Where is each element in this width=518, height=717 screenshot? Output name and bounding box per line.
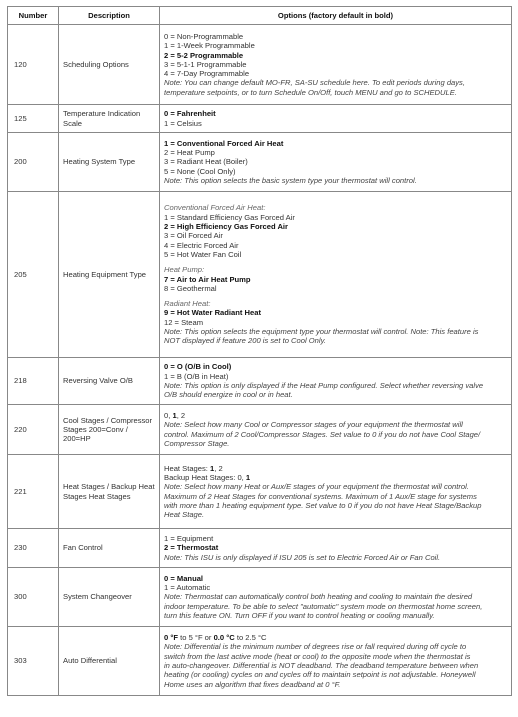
note-line: Note: This option is only displayed if the Heat Pump configured. Select whether reversing valve — [164, 381, 484, 390]
option-line — [164, 411, 507, 420]
row-options — [160, 405, 512, 455]
number-header: Number — [8, 7, 59, 25]
row-options — [160, 627, 512, 696]
option-line — [164, 633, 507, 642]
row-description: Heating System Type — [59, 133, 160, 192]
group-heading: Radiant Heat: — [164, 299, 211, 309]
note-line: temperature setpoints, or to turn Schedule On/Off, touch MENU and go to SCHEDULE. — [164, 87, 457, 97]
row-description: Scheduling Options — [59, 25, 160, 105]
option-line-default: 2 = Thermostat — [164, 543, 219, 553]
option-line-default: 2 = 5-2 Programmable — [164, 50, 244, 60]
note-line: Heat Stage. — [164, 510, 205, 520]
note-line: Note: This option selects the equipment type your thermostat will control. Note: This feature is — [164, 326, 479, 336]
note-line: Note: Select how many Heat or Aux/E stages of your equipment the thermostat will control. — [164, 482, 469, 492]
row-options — [160, 455, 512, 529]
row-description: Cool Stages / Compressor Stages 200=Conv / 200=HP — [59, 405, 160, 455]
note-line: Note: Differential is the minimum number of degrees rise or fall required during off cycle to — [164, 642, 467, 652]
option-line: 4 = 7-Day Programmable — [164, 69, 250, 79]
option-line: 3 = Oil Forced Air — [164, 231, 223, 241]
option-line: 1 = 1-Week Programmable — [164, 41, 255, 51]
option-line: 5 = Hot Water Fan Coil — [164, 249, 242, 259]
row-number: 205 — [8, 192, 59, 358]
option-text: to 5 °F or — [178, 633, 214, 643]
description-header: Description — [59, 7, 160, 25]
option-line: 1 = Automatic — [164, 583, 211, 593]
row-number: 220 — [8, 405, 59, 455]
option-text: to 2.5 °C — [234, 633, 267, 643]
note-line: NOT displayed if feature 200 is set to Cool Only. — [164, 336, 326, 346]
row-number: 303 — [8, 627, 59, 696]
option-line: 4 = Electric Forced Air — [164, 240, 239, 250]
table-row — [8, 405, 512, 455]
option-line: 5 = None (Cool Only) — [164, 166, 236, 176]
row-number: 125 — [8, 105, 59, 133]
group-heading: Conventional Forced Air Heat: — [164, 203, 266, 213]
note-line: turn this feature ON. Turn OFF if you want to control heating or cooling manually. — [164, 610, 435, 620]
option-default: 0.0 °C — [213, 633, 235, 643]
table-row — [8, 529, 512, 568]
table-row — [8, 455, 512, 529]
option-text: , 2 — [176, 410, 186, 420]
row-description: Reversing Valve O/B — [59, 358, 160, 405]
note-line: in auto-changeover. Differential is NOT deadband. The deadband temperature between when — [164, 661, 479, 670]
option-line: 3 = Radiant Heat (Boiler) — [164, 157, 248, 167]
row-number: 218 — [8, 358, 59, 405]
option-line: 12 = Steam — [164, 317, 204, 327]
row-options — [160, 192, 512, 358]
option-line-default: 0 = Fahrenheit — [164, 109, 216, 119]
option-line: 0 = Non-Programmable — [164, 31, 244, 41]
row-options — [160, 105, 512, 133]
table-row — [8, 105, 512, 133]
note-line: Compressor Stage. — [164, 438, 230, 448]
option-line: 1 = B (O/B in Heat) — [164, 371, 229, 381]
option-text: 0, — [164, 410, 173, 420]
group-heading: Heat Pump: — [164, 265, 205, 275]
table-row — [8, 192, 512, 358]
table-row — [8, 25, 512, 105]
installer-setup-table — [7, 6, 512, 696]
option-line-default: 1 = Conventional Forced Air Heat — [164, 138, 284, 148]
row-description: Heating Equipment Type — [59, 192, 160, 358]
row-number: 120 — [8, 25, 59, 105]
option-text: , 2 — [214, 463, 223, 473]
options-header: Options (factory default in bold) — [160, 7, 512, 25]
note-line: Maximum of 2 Heat Stages for conventional systems. Maximum of 1 Aux/E stage for systems — [164, 491, 477, 501]
header-row — [8, 7, 512, 25]
row-description: System Changeover — [59, 568, 160, 627]
note-line: Home uses an algorithm that fixes deadband at 0 °F. — [164, 679, 341, 689]
row-number: 221 — [8, 455, 59, 529]
note-line: Note: This option selects the basic system type your thermostat will control. — [164, 175, 417, 185]
row-options — [160, 358, 512, 405]
option-default: 1 — [245, 472, 251, 482]
option-line-default: 2 = High Efficiency Gas Forced Air — [164, 222, 288, 232]
option-default: 0 °F — [164, 633, 179, 643]
row-description: Temperature Indication Scale — [59, 105, 160, 133]
note-line: with more than 1 heating equipment type. Set value to 0 if you do not have Heat Stage/Backup — [164, 500, 482, 510]
note-line: control. Maximum of 2 Cool/Compressor Stages. Set value to 0 if you do not have Cool Stage/ — [164, 429, 481, 439]
option-default: 1 — [210, 463, 215, 473]
option-line: 3 = 5-1-1 Programmable — [164, 59, 247, 69]
row-description: Heat Stages / Backup Heat Stages Heat Stages — [59, 455, 160, 529]
note-line: O/B should energize in cool or in heat. — [164, 390, 293, 400]
option-line-default: 0 = O (O/B in Cool) — [164, 362, 232, 372]
note-line: Note: Select how many Cool or Compressor stages of your equipment the thermostat will — [164, 420, 463, 430]
table-row — [8, 627, 512, 696]
table-row — [8, 568, 512, 627]
row-number: 200 — [8, 133, 59, 192]
option-line — [164, 464, 507, 473]
row-options — [160, 568, 512, 627]
row-number: 230 — [8, 529, 59, 568]
row-number: 300 — [8, 568, 59, 627]
option-line: 1 = Standard Efficiency Gas Forced Air — [164, 212, 295, 222]
table-row — [8, 358, 512, 405]
option-text: Heat Stages: — [164, 463, 211, 473]
option-default: 1 — [172, 410, 177, 420]
row-options — [160, 529, 512, 568]
option-line-default: 9 = Hot Water Radiant Heat — [164, 308, 261, 318]
row-options — [160, 25, 512, 105]
row-description: Fan Control — [59, 529, 160, 568]
option-line: 8 = Geothermal — [164, 283, 217, 293]
row-options — [160, 133, 512, 192]
option-line — [164, 473, 507, 482]
option-line: 2 = Heat Pump — [164, 148, 215, 158]
option-line-default: 7 = Air to Air Heat Pump — [164, 274, 251, 284]
note-line: switch from the last active mode (heat or cool) to the opposite mode when the thermostat is — [164, 651, 471, 661]
note-line: Note: Thermostat can automatically control both heating and cooling to maintain the desired — [164, 592, 473, 602]
row-description: Auto Differential — [59, 627, 160, 696]
note-line: heating (or cooling) cycles on and cycles off to maintain setpoint is not adjustable. Honeywell — [164, 670, 476, 680]
table-row — [8, 133, 512, 192]
note-line: Note: This ISU is only displayed if ISU 205 is set to Electric Forced Air or Fan Coil. — [164, 552, 441, 562]
note-line: Note: You can change default MO-FR, SA-SU schedule here. To edit periods during days, — [164, 78, 465, 88]
option-line-default: 0 = Manual — [164, 573, 204, 583]
note-line: indoor temperature. To be able to select "automatic" system mode on thermostat home screen, — [164, 601, 483, 611]
option-line: 1 = Equipment — [164, 534, 214, 544]
option-text: Backup Heat Stages: 0, — [164, 472, 246, 482]
option-line: 1 = Celsius — [164, 118, 202, 128]
